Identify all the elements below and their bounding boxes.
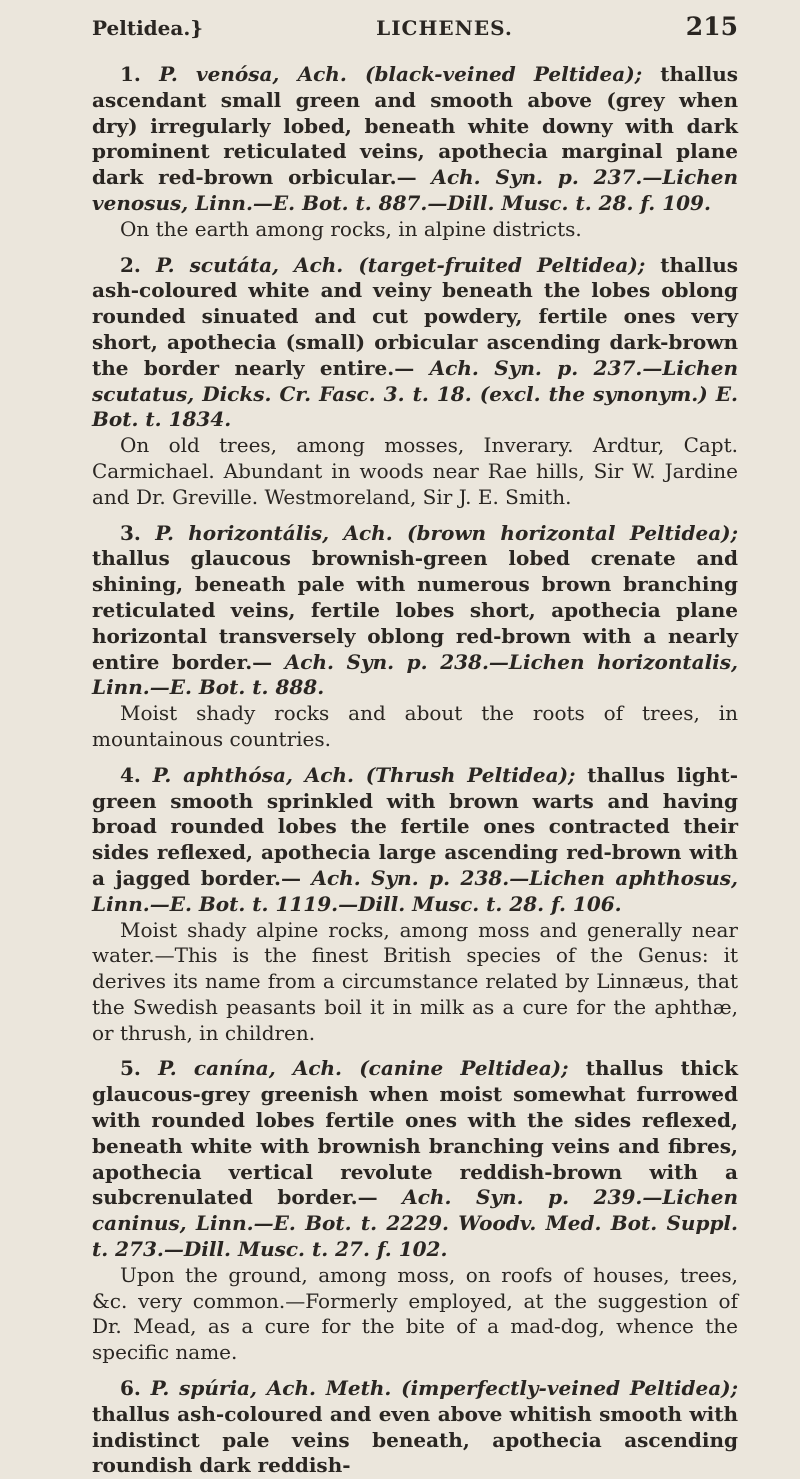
common-name: (canine Peltidea); [359, 1056, 569, 1081]
entry-number: 1. [120, 62, 141, 86]
running-header [92, 12, 738, 52]
habitat: Upon the ground, among moss, on roofs of houses, trees, &c. very common.—Formerly employed, at the suggestion of Dr. Mead, as a cure for the bite of a mad-dog, whence the specific name. [92, 1262, 738, 1365]
species-description: thallus glaucous brownish-green lobed crenate and shining, beneath pale with numerous brown branching reticulated veins, fertile lobes short, apothecia plane horizontal transversely oblong red-brown with a nearly entire border.— [92, 546, 738, 674]
species-name: P. aphthósa, Ach. [152, 762, 354, 787]
header-title: LICHENES. [376, 16, 513, 40]
species-entry [92, 521, 738, 753]
common-name: (target-fruited Peltidea); [358, 252, 646, 277]
species-description: thallus light-green smooth sprinkled with brown warts and having broad rounded lobes the fertile ones contracted their sides reflexed, apothecia large ascending red-brown with a jagged border.— [92, 762, 738, 890]
references: Ach. Syn. p. 238.—Lichen aphthosus, Linn.—E. Bot. t. 1119.—Dill. Musc. t. 28. f. 106. [92, 865, 738, 916]
species-name: P. horizontális, Ach. [155, 520, 393, 545]
species-entry [92, 763, 738, 1047]
habitat: On old trees, among mosses, Inverary. Ardtur, Capt. Carmichael. Abundant in woods near Rae hills, Sir W. Jardine and Dr. Greville. Westmoreland, Sir J. E. Smith. [92, 433, 738, 509]
species-entry [92, 62, 738, 243]
common-name: (black-veined Peltidea); [364, 62, 643, 86]
references: Ach. Syn. p. 237.—Lichen scutatus, Dicks. Cr. Fasc. 3. t. 18. (excl. the synonym.) E. Bot. t. 1834. [92, 355, 738, 432]
common-name: (Thrush Peltidea); [365, 762, 576, 787]
entry-number: 5. [120, 1056, 141, 1081]
species-name: P. scutáta, Ach. [155, 252, 344, 277]
references: Ach. Syn. p. 239.—Lichen caninus, Linn.—E. Bot. t. 2229. Woodv. Med. Bot. Suppl. t. 273.—Dill. Musc. t. 27. f. 102. [92, 1185, 738, 1262]
common-name: (brown horizontal Peltidea); [407, 520, 738, 545]
species-entry [92, 1376, 738, 1479]
species-name: P. canína, Ach. [158, 1056, 343, 1081]
references: Ach. Syn. p. 238.—Lichen horizontalis, Linn.—E. Bot. t. 888. [92, 649, 739, 700]
entry-number: 2. [120, 252, 141, 277]
habitat: Moist shady alpine rocks, among moss and generally near water.—This is the finest British species of the Genus: it derives its name from a circumstance related by Linnæus, that the Swedish peasants boil it in milk as a cure for the aphthæ, or thrush, in children. [92, 917, 738, 1045]
species-description: thallus ascendant small green and smooth above (grey when dry) irregularly lobed, beneath white downy with dark prominent reticulated veins, apothecia marginal plane dark red-brown orbicular.— [92, 62, 739, 190]
species-entry [92, 253, 738, 511]
species-name: P. venósa, Ach. [159, 62, 347, 86]
page-number: 215 [685, 12, 738, 41]
entry-number: 3. [120, 520, 141, 545]
species-name: P. spúria, Ach. Meth. [150, 1376, 392, 1401]
species-description: thallus ash-coloured and even above whitish smooth with indistinct pale veins beneath, apothecia ascending roundish dark reddish- [92, 1401, 738, 1478]
species-description: thallus thick glaucous-grey greenish when moist somewhat furrowed with rounded lobes fertile ones with the sides reflexed, beneath white with brownish branching veins and fibres, apothecia vertical revolute reddish-brown with a subcrenulated border.— [92, 1056, 739, 1210]
habitat: On the earth among rocks, in alpine districts. [120, 216, 582, 241]
entry-number: 6. [120, 1376, 141, 1401]
references: Ach. Syn. p. 237.—Lichen venosus, Linn.—E. Bot. t. 887.—Dill. Musc. t. 28. f. 109. [92, 165, 738, 215]
common-name: (imperfectly-veined Peltidea); [401, 1376, 738, 1401]
habitat: Moist shady rocks and about the roots of trees, in mountainous countries. [92, 701, 738, 751]
entry-number: 4. [120, 762, 141, 787]
header-genus: Peltidea.} [92, 16, 204, 40]
species-description: thallus ash-coloured white and veiny beneath the lobes oblong rounded sinuated and cut powdery, fertile ones very short, apothecia (small) orbicular ascending dark-brown the border nearly entire.— [92, 252, 738, 380]
